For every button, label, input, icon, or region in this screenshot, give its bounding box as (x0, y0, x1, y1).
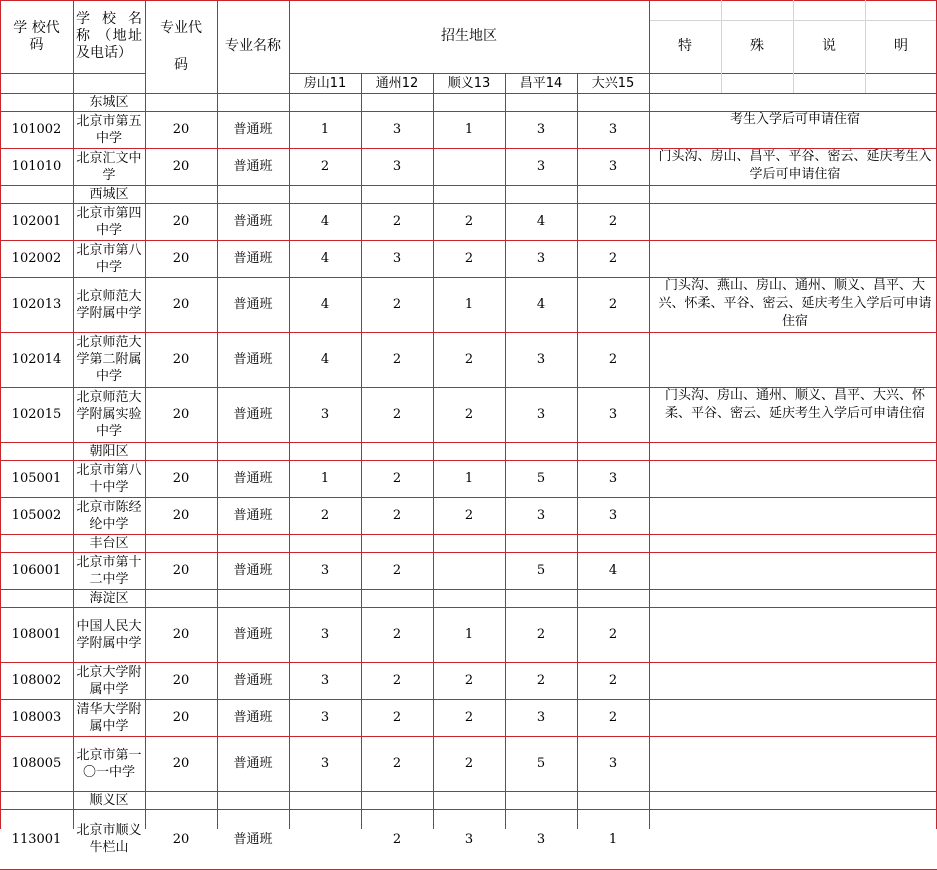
quota-cell: 3 (536, 407, 546, 422)
header-note-4: 明 (894, 38, 908, 54)
grid-vline (217, 0, 218, 93)
district-label: 丰台区 (89, 535, 129, 551)
grid-hline (0, 589, 937, 590)
quota-cell: 2 (392, 563, 402, 578)
quota-cell: 2 (464, 756, 474, 771)
grid-hline (0, 185, 937, 186)
grid-vline (793, 0, 794, 20)
school-name: 中国人民大学附属中学 (76, 618, 142, 651)
special-note (655, 332, 935, 387)
school-name: 北京师范大学附属实验中学 (76, 390, 142, 439)
quota-cell: 3 (536, 251, 546, 266)
quota-cell: 2 (392, 407, 402, 422)
quota-cell: 3 (392, 122, 402, 137)
major-code: 20 (172, 627, 190, 642)
quota-cell: 1 (320, 471, 330, 486)
grid-vline (433, 73, 434, 93)
school-name: 北京师范大学第二附属中学 (76, 335, 142, 384)
quota-cell: 2 (392, 710, 402, 725)
quota-cell (433, 552, 505, 589)
quota-cell: 4 (320, 214, 330, 229)
quota-cell: 2 (608, 251, 618, 266)
district-label: 朝阳区 (89, 443, 129, 459)
school-name: 北京汇文中学 (76, 150, 142, 183)
grid-hline (0, 534, 937, 535)
quota-cell: 5 (536, 471, 546, 486)
quota-cell: 3 (536, 352, 546, 367)
special-note (655, 809, 935, 869)
quota-cell: 5 (536, 756, 546, 771)
quota-cell: 3 (320, 407, 330, 422)
quota-cell: 2 (464, 251, 474, 266)
major-name: 普通班 (233, 710, 273, 725)
quota-cell: 3 (320, 756, 330, 771)
grid-vline (0, 0, 1, 93)
quota-cell: 3 (320, 673, 330, 688)
major-code: 20 (172, 352, 190, 367)
quota-cell: 2 (464, 214, 474, 229)
quota-cell: 1 (608, 831, 618, 847)
header-note-1: 特 (678, 38, 692, 54)
major-code: 20 (172, 563, 190, 578)
grid-vline (721, 20, 722, 93)
quota-cell: 2 (608, 673, 618, 688)
school-code: 102015 (11, 407, 62, 422)
header-region-daxing: 大兴15 (591, 75, 635, 91)
header-note-3: 说 (822, 38, 836, 54)
quota-cell: 3 (536, 159, 546, 174)
quota-cell: 3 (320, 627, 330, 642)
major-code: 20 (172, 710, 190, 725)
header-region-shunyi: 顺义13 (447, 75, 491, 91)
school-name: 北京市顺义牛栏山 (76, 823, 142, 855)
grid-vline (361, 73, 362, 93)
header-school-name: 学 校 名 称 （地址 及电话） (76, 11, 142, 61)
major-name: 普通班 (233, 297, 273, 312)
major-name: 普通班 (233, 471, 273, 486)
school-code: 102001 (11, 214, 62, 229)
header-region: 招生地区 (441, 28, 497, 44)
quota-cell: 5 (536, 563, 546, 578)
quota-cell: 3 (608, 407, 618, 422)
quota-cell: 2 (608, 627, 618, 642)
quota-cell: 2 (608, 297, 618, 312)
grid-hline (0, 93, 937, 94)
quota-cell: 3 (608, 159, 618, 174)
quota-cell: 3 (392, 251, 402, 266)
grid-hline (0, 736, 937, 737)
major-name: 普通班 (233, 831, 273, 847)
quota-cell: 2 (464, 673, 474, 688)
district-label: 西城区 (89, 186, 129, 202)
quota-cell: 1 (320, 122, 330, 137)
header-region-changping: 昌平14 (519, 75, 563, 91)
quota-cell: 3 (536, 710, 546, 725)
quota-cell: 3 (320, 710, 330, 725)
grid-hline (0, 497, 937, 498)
school-code: 113001 (11, 831, 62, 847)
special-note (655, 607, 935, 662)
grid-hline (0, 332, 937, 333)
grid-hline (0, 791, 937, 792)
quota-cell: 4 (536, 214, 546, 229)
school-code: 102014 (11, 352, 62, 367)
special-note (655, 203, 935, 240)
quota-cell: 2 (392, 214, 402, 229)
header-region-tongzhou: 通州12 (375, 75, 419, 91)
quota-cell: 1 (464, 627, 474, 642)
school-name: 北京市第四中学 (76, 205, 142, 238)
grid-hline (0, 552, 937, 553)
school-code: 108001 (11, 627, 62, 642)
special-note (655, 552, 935, 589)
major-name: 普通班 (233, 508, 273, 523)
quota-cell: 3 (392, 159, 402, 174)
grid-hline (0, 699, 937, 700)
quota-cell: 3 (608, 122, 618, 137)
special-note: 门头沟、燕山、房山、通州、顺义、昌平、大兴、怀柔、平谷、密云、延庆考生入学后可申请住宿 (658, 278, 932, 329)
quota-cell: 2 (464, 352, 474, 367)
grid-hline (0, 460, 937, 461)
quota-cell: 4 (320, 297, 330, 312)
school-name: 北京市第五中学 (76, 113, 142, 146)
school-name: 北京市第十二中学 (76, 554, 142, 587)
quota-cell: 4 (608, 563, 618, 578)
quota-cell: 3 (536, 508, 546, 523)
school-code: 101002 (11, 122, 62, 137)
header-note-2: 殊 (750, 38, 764, 54)
quota-cell: 2 (464, 508, 474, 523)
special-note (655, 497, 935, 534)
grid-vline (649, 0, 650, 93)
school-code: 105002 (11, 508, 62, 523)
school-name: 北京师范大学附属中学 (76, 288, 142, 321)
quota-cell: 2 (392, 352, 402, 367)
grid-vline (577, 73, 578, 93)
school-name: 北京市第八十中学 (76, 462, 142, 495)
grid-hline (0, 387, 937, 388)
school-name: 北京大学附属中学 (76, 664, 142, 697)
special-note (655, 736, 935, 791)
quota-cell: 3 (536, 122, 546, 137)
quota-cell: 1 (464, 297, 474, 312)
header-region-fangshan: 房山11 (303, 75, 347, 91)
special-note (655, 240, 935, 277)
quota-cell: 2 (392, 297, 402, 312)
major-name: 普通班 (233, 673, 273, 688)
quota-cell: 2 (536, 673, 546, 688)
header-major-code: 专业代 码 (160, 19, 202, 73)
special-note (655, 662, 935, 699)
special-note: 门头沟、房山、通州、顺义、昌平、大兴、怀柔、平谷、密云、延庆考生入学后可申请住宿 (664, 388, 925, 421)
quota-cell: 2 (608, 352, 618, 367)
district-label: 顺义区 (89, 792, 129, 808)
quota-cell: 2 (536, 627, 546, 642)
major-code: 20 (172, 159, 190, 174)
district-label: 东城区 (89, 94, 129, 110)
major-name: 普通班 (233, 407, 273, 422)
grid-vline (289, 0, 290, 93)
major-name: 普通班 (233, 627, 273, 642)
major-name: 普通班 (233, 352, 273, 367)
quota-cell: 2 (392, 673, 402, 688)
quota-cell: 2 (464, 407, 474, 422)
grid-hline (0, 240, 937, 241)
quota-cell: 2 (608, 710, 618, 725)
quota-cell: 2 (392, 627, 402, 642)
major-code: 20 (172, 407, 190, 422)
quota-cell (289, 809, 361, 869)
major-name: 普通班 (233, 122, 273, 137)
grid-hline (289, 73, 937, 74)
district-label: 海淀区 (89, 590, 129, 606)
school-code: 102013 (11, 297, 62, 312)
quota-cell: 3 (608, 756, 618, 771)
grid-vline (145, 0, 146, 93)
grid-vline (505, 73, 506, 93)
quota-cell: 3 (608, 508, 618, 523)
major-code: 20 (172, 251, 190, 266)
major-name: 普通班 (233, 563, 273, 578)
major-name: 普通班 (233, 159, 273, 174)
major-name: 普通班 (233, 756, 273, 771)
header-major-name: 专业名称 (225, 38, 281, 54)
major-code: 20 (172, 214, 190, 229)
grid-hline (0, 148, 937, 149)
quota-cell: 2 (320, 508, 330, 523)
major-code: 20 (172, 756, 190, 771)
major-name: 普通班 (233, 251, 273, 266)
quota-cell (433, 148, 505, 185)
grid-hline (0, 277, 937, 278)
quota-cell: 2 (392, 756, 402, 771)
major-code: 20 (172, 673, 190, 688)
school-code: 108005 (11, 756, 62, 771)
school-code: 108002 (11, 673, 62, 688)
grid-hline (0, 809, 937, 810)
special-note (655, 699, 935, 736)
school-name: 北京市第八中学 (76, 242, 142, 275)
school-code: 108003 (11, 710, 62, 725)
quota-cell: 4 (536, 297, 546, 312)
major-code: 20 (172, 122, 190, 137)
grid-vline (793, 20, 794, 93)
school-code: 102002 (11, 251, 62, 266)
grid-hline (0, 442, 937, 443)
quota-cell: 3 (536, 831, 546, 847)
major-code: 20 (172, 471, 190, 486)
quota-cell: 2 (392, 471, 402, 486)
special-note: 考生入学后可申请住宿 (729, 112, 860, 127)
school-name: 北京市陈经纶中学 (76, 499, 142, 532)
grid-vline (865, 0, 866, 20)
quota-cell: 4 (320, 352, 330, 367)
quota-cell: 4 (320, 251, 330, 266)
school-code: 106001 (11, 563, 62, 578)
quota-cell: 2 (392, 508, 402, 523)
major-code: 20 (172, 508, 190, 523)
special-note (655, 460, 935, 497)
quota-cell: 3 (608, 471, 618, 486)
major-name: 普通班 (233, 214, 273, 229)
quota-cell: 2 (392, 831, 402, 847)
school-code: 105001 (11, 471, 62, 486)
quota-cell: 2 (608, 214, 618, 229)
school-code: 101010 (11, 159, 62, 174)
grid-hline (0, 607, 937, 608)
school-name: 清华大学附属中学 (76, 701, 142, 734)
major-code: 20 (172, 297, 190, 312)
quota-cell: 1 (464, 122, 474, 137)
school-name: 北京市第一〇一中学 (76, 747, 142, 780)
quota-cell: 2 (464, 710, 474, 725)
quota-cell: 3 (464, 831, 474, 847)
major-code: 20 (172, 831, 190, 847)
header-school-code: 学 校代码 (13, 19, 60, 53)
quota-cell: 2 (320, 159, 330, 174)
grid-hline (0, 0, 937, 1)
grid-vline (73, 0, 74, 93)
grid-vline (865, 20, 866, 93)
grid-vline (721, 0, 722, 20)
special-note: 门头沟、房山、昌平、平谷、密云、延庆考生入学后可申请住宿 (658, 149, 932, 182)
quota-cell: 1 (464, 471, 474, 486)
grid-hline (0, 111, 937, 112)
grid-hline (0, 203, 937, 204)
quota-cell: 3 (320, 563, 330, 578)
grid-hline (0, 662, 937, 663)
